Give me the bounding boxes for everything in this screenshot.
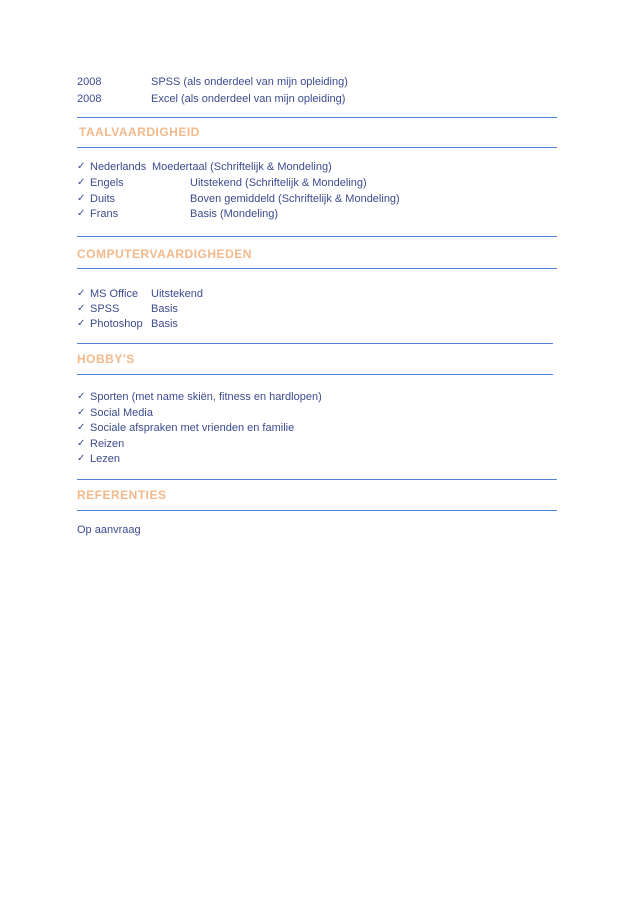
check-icon: ✓ xyxy=(77,318,86,329)
section-heading-references: REFERENTIES xyxy=(77,488,167,502)
section-rule-top xyxy=(77,117,557,118)
language-level: Uitstekend (Schriftelijk & Mondeling) xyxy=(190,177,367,189)
check-icon: ✓ xyxy=(77,407,86,418)
software-text: Excel (als onderdeel van mijn opleiding) xyxy=(151,93,346,105)
section-rule-bottom xyxy=(77,510,557,511)
check-icon: ✓ xyxy=(77,193,86,204)
computer-skill: MS Office xyxy=(90,288,139,300)
check-icon: ✓ xyxy=(77,391,86,402)
hobby-text: Sporten (met name skiën, fitness en hardlopen) xyxy=(90,391,322,403)
computer-skill: Photoshop xyxy=(90,318,143,330)
check-icon: ✓ xyxy=(77,438,86,449)
software-year: 2008 xyxy=(77,93,102,105)
language-level: Moedertaal (Schriftelijk & Mondeling) xyxy=(152,161,332,173)
check-icon: ✓ xyxy=(77,453,86,464)
references-text: Op aanvraag xyxy=(77,524,141,536)
check-icon: ✓ xyxy=(77,288,86,299)
language-name: Nederlands xyxy=(90,161,147,173)
language-level: Boven gemiddeld (Schriftelijk & Mondeling) xyxy=(190,193,400,205)
section-rule-bottom xyxy=(77,268,557,269)
hobby-text: Reizen xyxy=(90,438,125,450)
software-text: SPSS (als onderdeel van mijn opleiding) xyxy=(151,76,348,88)
check-icon: ✓ xyxy=(77,422,86,433)
section-heading-hobbies: HOBBY'S xyxy=(77,352,135,366)
language-name: Frans xyxy=(90,208,119,220)
section-rule-top xyxy=(77,479,557,480)
language-name: Engels xyxy=(90,177,124,189)
section-rule-bottom xyxy=(77,374,553,375)
section-rule-top xyxy=(77,343,553,344)
language-name: Duits xyxy=(90,193,116,205)
computer-skill: SPSS xyxy=(90,303,120,315)
section-rule-top xyxy=(77,236,557,237)
hobby-text: Sociale afspraken met vrienden en familie xyxy=(90,422,295,434)
software-year: 2008 xyxy=(77,76,102,88)
language-level: Basis (Mondeling) xyxy=(190,208,279,220)
computer-level: Basis xyxy=(151,303,178,315)
section-rule-bottom xyxy=(77,147,557,148)
check-icon: ✓ xyxy=(77,161,86,172)
computer-level: Basis xyxy=(151,318,178,330)
check-icon: ✓ xyxy=(77,208,86,219)
hobby-text: Lezen xyxy=(90,453,120,465)
check-icon: ✓ xyxy=(77,177,86,188)
section-heading-languages: TAALVAARDIGHEID xyxy=(79,125,200,139)
computer-level: Uitstekend xyxy=(151,288,203,300)
check-icon: ✓ xyxy=(77,303,86,314)
hobby-text: Social Media xyxy=(90,407,153,419)
section-heading-computer: COMPUTERVAARDIGHEDEN xyxy=(77,247,252,261)
